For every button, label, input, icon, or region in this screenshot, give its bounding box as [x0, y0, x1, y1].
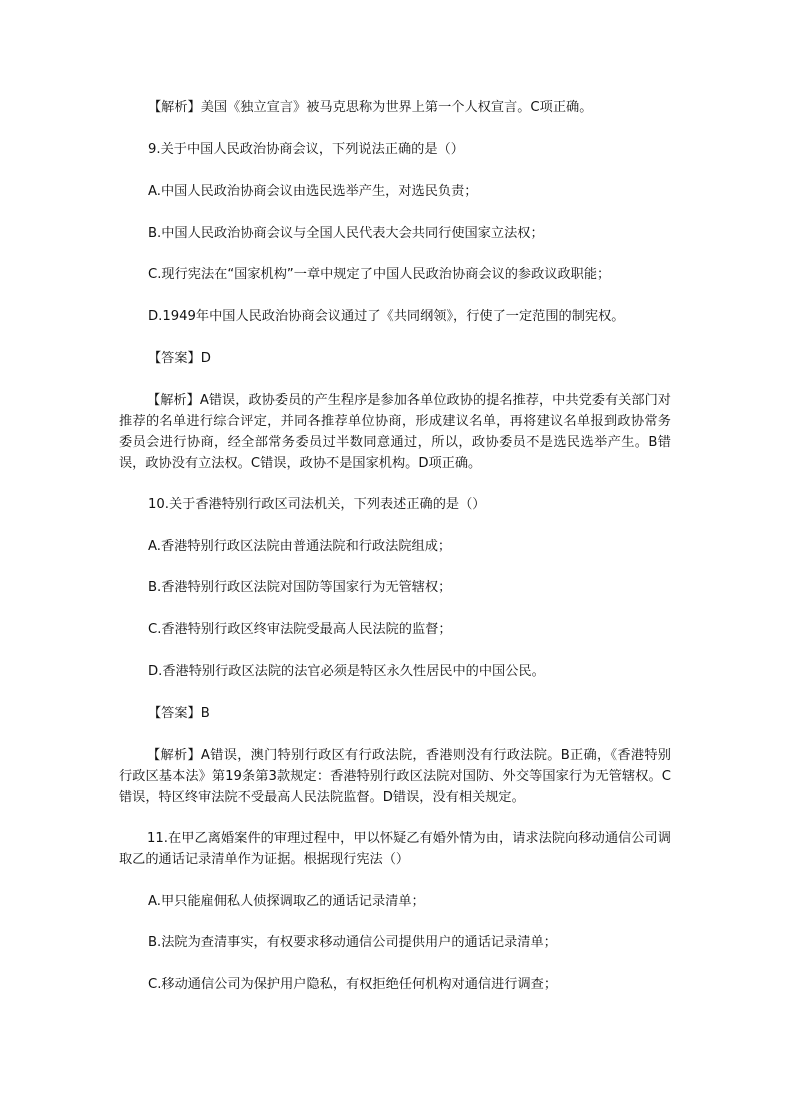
question-9-stem: 9.关于中国人民政治协商会议，下列说法正确的是（）: [148, 142, 464, 157]
analysis-q8: 【解析】美国《独立宣言》被马克思称为世界上第一个人权宣言。C项正确。: [148, 100, 593, 115]
question-9-option-c: C.现行宪法在“国家机构”一章中规定了中国人民政治协商会议的参政议政职能；: [148, 267, 611, 282]
question-10-answer: 【答案】B: [148, 706, 210, 721]
question-10-stem: 10.关于香港特别行政区司法机关，下列表述正确的是（）: [148, 497, 486, 512]
question-10-option-a: A.香港特别行政区法院由普通法院和行政法院组成；: [148, 539, 452, 554]
question-9-answer: 【答案】D: [148, 351, 211, 366]
question-9-analysis: 【解析】A错误，政协委员的产生程序是参加各单位政协的提名推荐，中共党委有关部门对推荐的名单进行综合评定，并同各推荐单位协商，形成建议名单，再将建议名单报到政协常务委员会进行协商，经全部常务委员过半数同意通过，所以，政协委员不是选民选举产生。B错误，政协没有立法权。C错误，政协不是国家机构。D项正确。: [119, 393, 671, 471]
question-10-option-d: D.香港特别行政区法院的法官必须是特区永久性居民中的中国公民。: [148, 664, 545, 679]
question-10-option-b: B.香港特别行政区法院对国防等国家行为无管辖权；: [148, 580, 452, 595]
question-9-option-a: A.中国人民政治协商会议由选民选举产生，对选民负责；: [148, 184, 478, 199]
question-9-option-b: B.中国人民政治协商会议与全国人民代表大会共同行使国家立法权；: [148, 226, 544, 241]
question-9-option-d: D.1949年中国人民政治协商会议通过了《共同纲领》，行使了一定范围的制宪权。: [148, 309, 625, 324]
question-10-analysis: 【解析】A错误，澳门特别行政区有行政法院，香港则没有行政法院。B正确，《香港特别行政区基本法》第19条第3款规定：香港特别行政区法院对国防、外交等国家行为无管辖权。C错误，特区终审法院不受最高人民法院监督。D错误，没有相关规定。: [119, 748, 671, 805]
question-11-option-a: A.甲只能雇佣私人侦探调取乙的通话记录清单；: [148, 894, 425, 909]
question-10-option-c: C.香港特别行政区终审法院受最高人民法院的监督；: [148, 622, 452, 637]
question-11-option-b: B.法院为查清事实，有权要求移动通信公司提供用户的通话记录清单；: [148, 935, 557, 950]
question-11-stem: 11.在甲乙离婚案件的审理过程中，甲以怀疑乙有婚外情为由，请求法院向移动通信公司调取乙的通话记录清单作为证据。根据现行宪法（）: [119, 831, 671, 867]
question-11-option-c: C.移动通信公司为保护用户隐私，有权拒绝任何机构对通信进行调查；: [148, 977, 558, 992]
